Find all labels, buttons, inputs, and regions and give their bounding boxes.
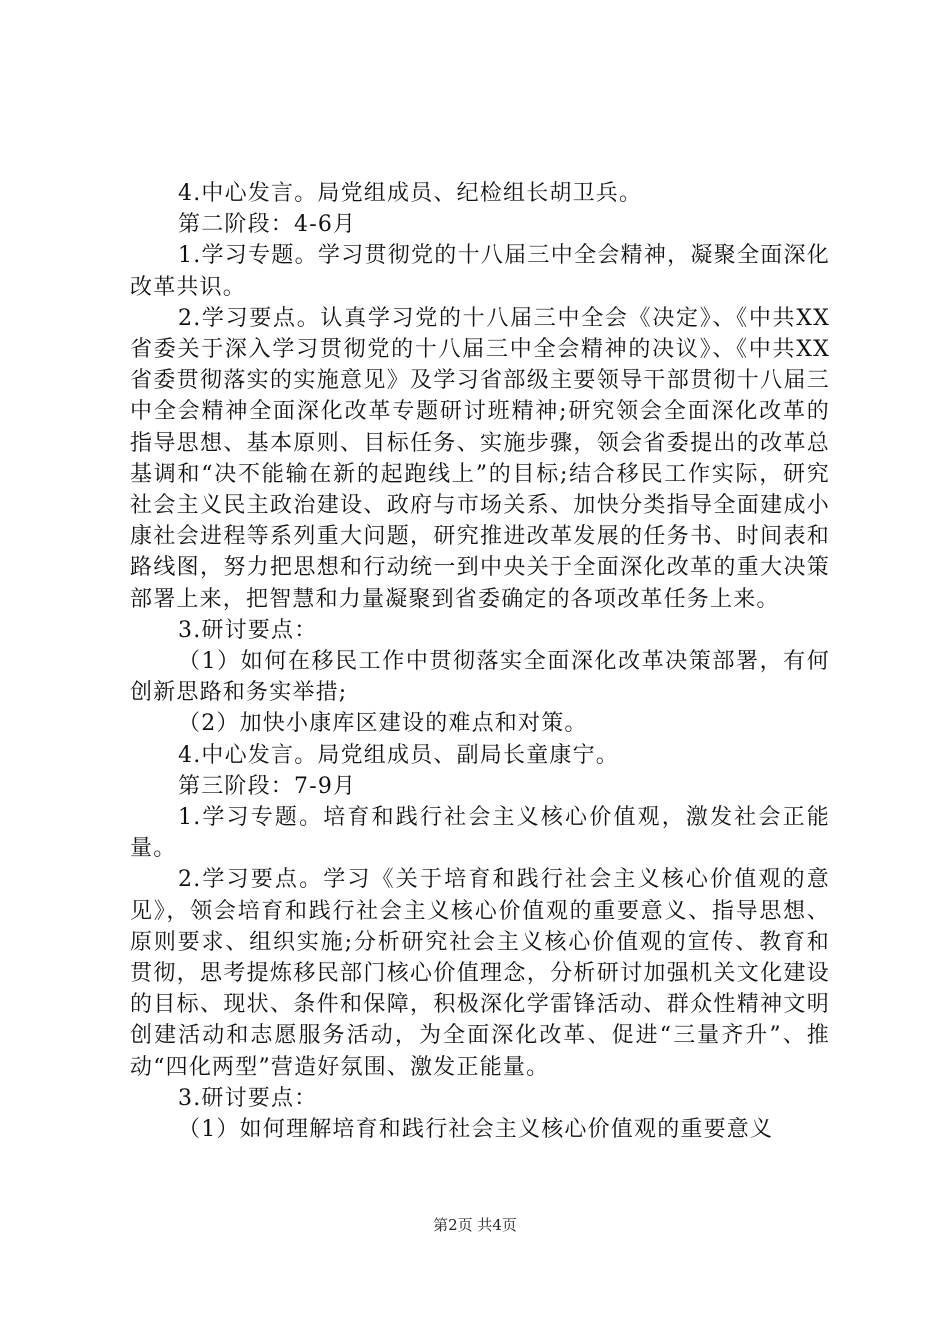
paragraph: 1.学习专题。学习贯彻党的十八届三中全会精神，凝聚全面深化改革共识。	[130, 243, 830, 300]
paragraph: 2.学习要点。学习《关于培育和践行社会主义核心价值观的意见》，领会培育和践行社会主义核心价值观的重要意义、指导思想、原则要求、组织实施;分析研究社会主义核心价值观的宣传、教育和贯彻，思考提炼移民部门核心价值理念，分析研讨加强机关文化建设的目标、现状、条件和保障，积极深化学雷锋活动、群众性精神文明创建活动和志愿服务活动，为全面深化改革、促进“三量齐升”、推动“四化两型”营造好氛围、激发正能量。	[130, 867, 830, 1080]
document-body	[130, 178, 830, 1145]
paragraph: （1）如何理解培育和践行社会主义核心价值观的重要意义	[178, 1117, 774, 1143]
section-heading: 第二阶段：4-6月	[178, 212, 357, 238]
paragraph: 1.学习专题。培育和践行社会主义核心价值观，激发社会正能量。	[130, 805, 830, 862]
paragraph: 4.中心发言。局党组成员、副局长童康宁。	[178, 742, 619, 768]
paragraph: （1）如何在移民工作中贯彻落实全面深化改革决策部署，有何创新思路和务实举措;	[130, 649, 830, 706]
paragraph: 3.研讨要点：	[178, 1085, 318, 1111]
paragraph: 4.中心发言。局党组成员、纪检组长胡卫兵。	[178, 181, 643, 206]
paragraph: （2）加快小康库区建设的难点和对策。	[178, 711, 588, 737]
section-heading: 第三阶段：7-9月	[178, 773, 357, 799]
page-number-footer: 第2页 共4页	[433, 1216, 517, 1234]
paragraph: 2.学习要点。认真学习党的十八届三中全会《决定》、《中共XX省委关于深入学习贯彻党的十八届三中全会精神的决议》、《中共XX省委贯彻落实的实施意见》及学习省部级主要领导干部贯彻十八届三中全会精神全面深化改革专题研讨班精神;研究领会全面深化改革的指导思想、基本原则、目标任务、实施步骤，领会省委提出的改革总基调和“决不能输在新的起跑线上”的目标;结合移民工作实际，研究社会主义民主政治建设、政府与市场关系、加快分类指导全面建成小康社会进程等系列重大问题，研究推进改革发展的任务书、时间表和路线图，努力把思想和行动统一到中央关于全面深化改革的重大决策部署上来，把智慧和力量凝聚到省委确定的各项改革任务上来。	[130, 305, 830, 612]
paragraph: 3.研讨要点：	[178, 617, 318, 643]
